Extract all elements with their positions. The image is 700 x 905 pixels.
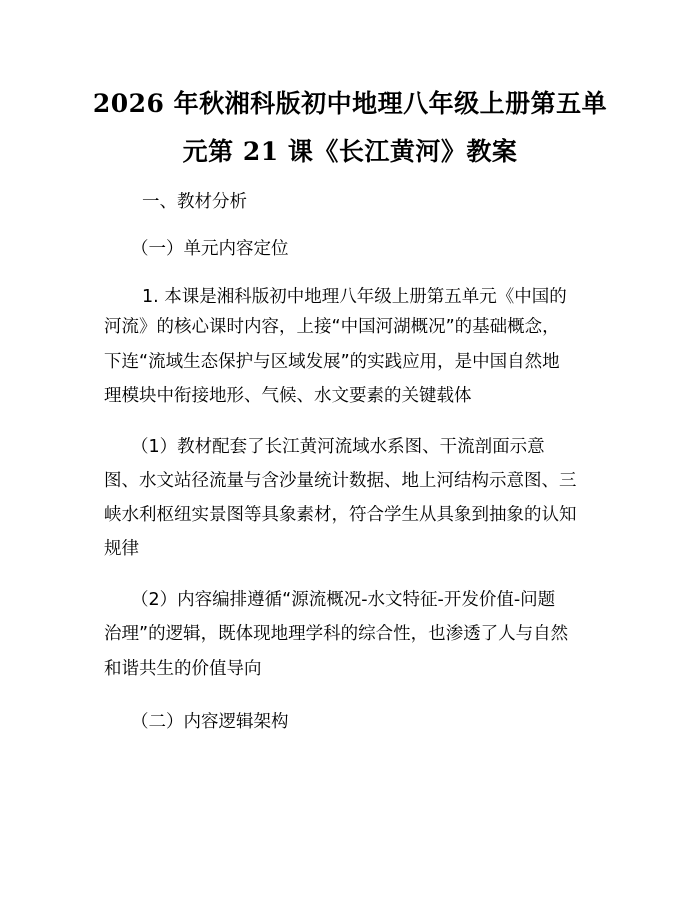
paragraph-1-line-2: 河流》的核心课时内容，上接“中国河湖概况”的基础概念， xyxy=(104,317,560,337)
subsection-heading-1: （一）单元内容定位 xyxy=(131,239,289,259)
doc-title-line-1: 2026 年秋湘科版初中地理八年级上册第五单 xyxy=(92,89,608,118)
paragraph-2-line-4: 规律 xyxy=(104,539,139,559)
section-heading-1: 一、教材分析 xyxy=(142,192,247,212)
paragraph-1-line-3: 下连“流域生态保护与区域发展”的实践应用，是中国自然地 xyxy=(104,352,560,372)
paragraph-2-line-3: 峡水利枢纽实景图等具象素材，符合学生从具象到抽象的认知 xyxy=(104,505,577,525)
paragraph-2-line-1: （1）教材配套了长江黄河流域水系图、干流剖面示意 xyxy=(131,437,545,457)
subsection-heading-2: （二）内容逻辑架构 xyxy=(131,712,289,732)
paragraph-2-line-2: 图、水文站径流量与含沙量统计数据、地上河结构示意图、三 xyxy=(104,471,577,491)
doc-title-line-2: 元第 21 课《长江黄河》教案 xyxy=(182,137,518,166)
paragraph-3-line-3: 和谐共生的价值导向 xyxy=(104,659,262,679)
paragraph-3-line-2: 治理”的逻辑，既体现地理学科的综合性，也渗透了人与自然 xyxy=(104,624,569,644)
paragraph-1-line-1: 1. 本课是湘科版初中地理八年级上册第五单元《中国的 xyxy=(142,287,567,307)
paragraph-1-line-4: 理模块中衔接地形、气候、水文要素的关键载体 xyxy=(104,386,472,406)
paragraph-3-line-1: （2）内容编排遵循“源流概况-水文特征-开发价值-问题 xyxy=(131,590,556,610)
